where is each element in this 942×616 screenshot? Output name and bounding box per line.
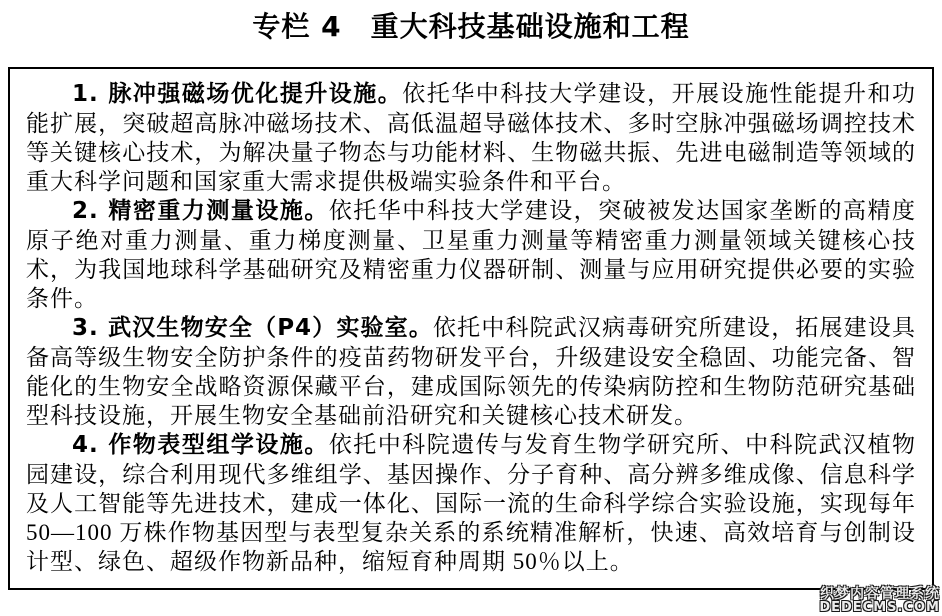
content-box xyxy=(8,67,934,590)
facility-1-title: 脉冲强磁场优化提升设施。 xyxy=(107,81,403,107)
watermark-domain-text: DEDECMS.COM xyxy=(819,600,940,616)
facility-4-number: 4. xyxy=(72,432,99,458)
facility-4-body: 依托中科院遗传与发育生物学研究所、中科院武汉植物园建设，综合利用现代多维组学、基因操作、分子育种、高分辨多维成像、信息科学及人工智能等先进技术，建成一体化、国际一流的生命科学综合实验设施，实现每年 50—100 万株作物基因型与表型复杂关系的系统精准解析，快速、高效培育与创制设计型、绿色、超级作物新品种，缩短育种周期 50％以上。 xyxy=(26,432,917,574)
facility-paragraph-1 xyxy=(26,79,916,196)
facility-1-number: 1. xyxy=(72,81,99,107)
facility-2-number: 2. xyxy=(72,198,99,224)
facility-3-heading xyxy=(72,315,433,341)
facility-1-heading xyxy=(72,81,402,107)
facility-1-body: 依托华中科技大学建设，开展设施性能提升和功能扩展，突破超高脉冲磁场技术、高低温超导磁体技术、多时空脉冲强磁场调控技术等关键核心技术，为解决量子物态与功能材料、生物磁共振、先进电磁制造等领域的重大科学问题和国家重大需求提供极端实验条件和平台。 xyxy=(26,81,917,194)
facility-paragraph-2 xyxy=(26,196,916,313)
facility-paragraph-3 xyxy=(26,313,916,430)
facility-4-title: 作物表型组学设施。 xyxy=(107,432,329,458)
dedecms-watermark xyxy=(819,587,940,615)
facility-3-title: 武汉生物安全（P4）实验室。 xyxy=(107,315,433,341)
facility-2-heading xyxy=(72,198,329,224)
facility-paragraph-4 xyxy=(26,430,916,576)
facility-2-body: 依托华中科技大学建设，突破被发达国家垄断的高精度原子绝对重力测量、重力梯度测量、卫星重力测量等精密重力测量领域关键核心技术，为我国地球科学基础研究及精密重力仪器研制、测量与应用研究提供必要的实验条件。 xyxy=(26,198,917,311)
page-title: 专栏 4 重大科技基础设施和工程 xyxy=(252,10,690,43)
facility-2-title: 精密重力测量设施。 xyxy=(107,198,329,224)
facility-4-heading xyxy=(72,432,329,458)
facility-3-body: 依托中科院武汉病毒研究所建设，拓展建设具备高等级生物安全防护条件的疫苗药物研发平台，升级建设安全稳固、功能完备、智能化的生物安全战略资源保藏平台，建成国际领先的传染病防控和生物防范研究基础型科技设施，开展生物安全基础前沿研究和关键核心技术研发。 xyxy=(26,315,916,428)
facility-3-number: 3. xyxy=(72,315,99,341)
watermark-cn-text: 织梦内容管理系统 xyxy=(820,585,940,602)
